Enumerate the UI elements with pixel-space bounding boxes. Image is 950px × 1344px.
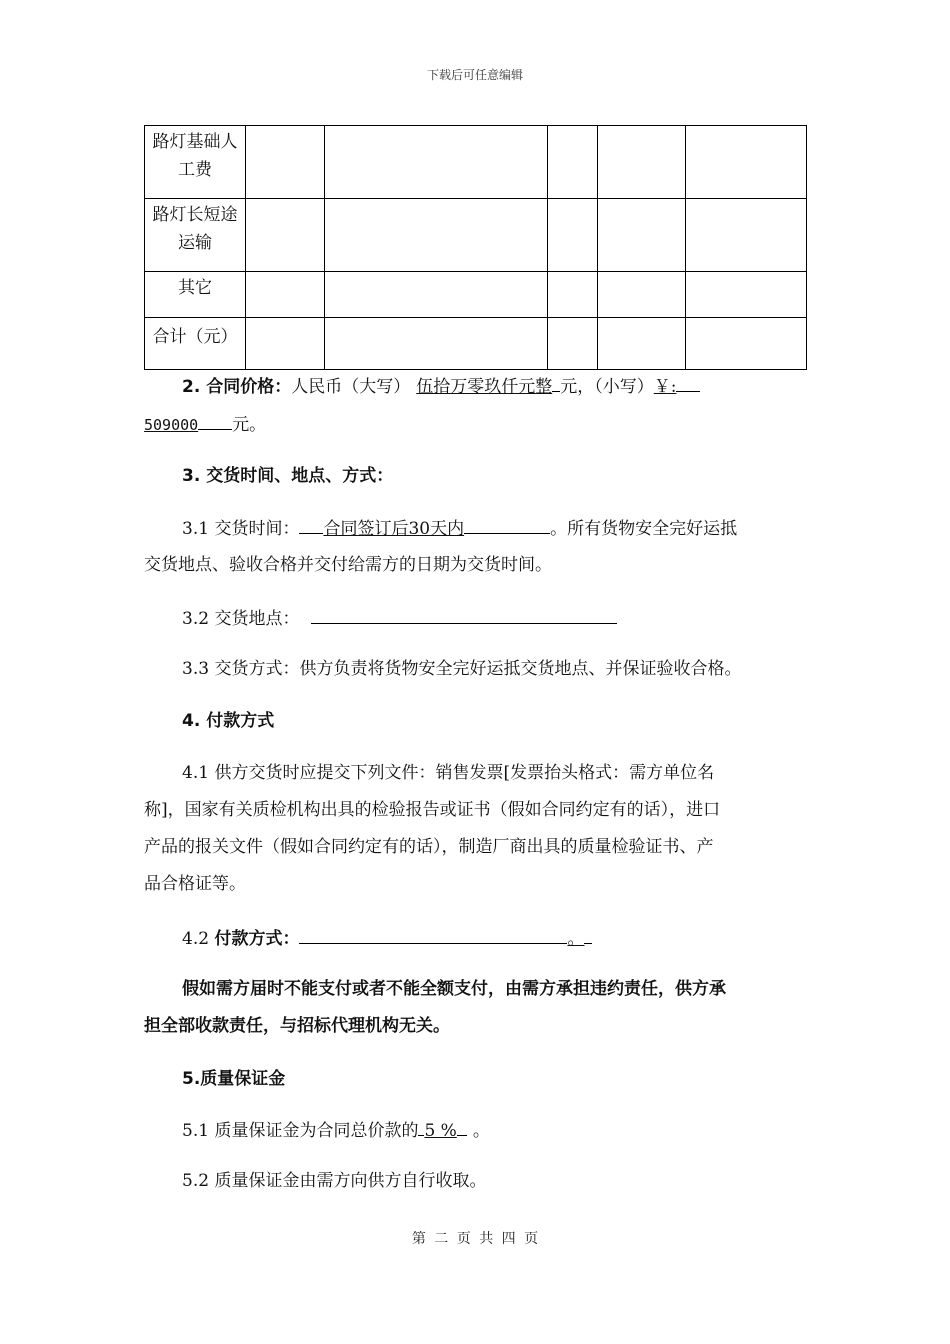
- payment-method-end: 。: [567, 929, 585, 949]
- price-prefix: 人民币（大写）: [291, 377, 411, 397]
- payment-docs-line: 品合格证等。: [144, 874, 246, 894]
- table-row: [145, 272, 807, 318]
- cost-table: [144, 125, 807, 370]
- payment-method-label: 付款方式：: [214, 929, 300, 949]
- page-header: 下载后可任意编辑: [426, 68, 523, 82]
- table-cell-name: 路灯基础人工费: [145, 126, 246, 199]
- payment-docs-line: 产品的报关文件（假如合同约定有的话），制造厂商出具的质量检验证书、产: [144, 837, 714, 857]
- table-cell: [686, 272, 807, 318]
- table-cell: [598, 126, 686, 199]
- delivery-time-note: 。所有货物安全完好运抵: [550, 519, 738, 539]
- table-cell: [548, 126, 598, 199]
- payment-method-num: 4.2: [182, 929, 215, 949]
- payment-method-blank: [299, 923, 567, 944]
- delivery-method: 3.3 交货方式：供方负责将货物安全完好运抵交货地点、并保证验收合格。: [182, 659, 742, 679]
- price-suffix: 元。: [232, 415, 267, 435]
- table-cell: [246, 272, 325, 318]
- table-cell: [548, 199, 598, 272]
- payment-heading: 4. 付款方式: [182, 711, 275, 731]
- payment-docs-line: 称]，国家有关质检机构出具的检验报告或证书（假如合同约定有的话），进口: [144, 800, 721, 820]
- table-row: [145, 126, 807, 199]
- delivery-heading: 3. 交货时间、地点、方式：: [182, 466, 394, 486]
- warranty-rate-prefix: 5.1 质量保证金为合同总价款的: [182, 1121, 419, 1141]
- table-cell: [598, 199, 686, 272]
- table-cell: [246, 199, 325, 272]
- table-cell: [686, 318, 807, 370]
- payment-warning-line: 假如需方届时不能支付或者不能全额支付，由需方承担违约责任，供方承: [182, 979, 726, 999]
- warranty-rate-value: 5 %: [424, 1121, 457, 1141]
- table-cell: [686, 199, 807, 272]
- delivery-time-value: 合同签订后30天内: [323, 519, 465, 539]
- price-lower-value: 509000: [144, 416, 199, 434]
- contract-price-line: [182, 371, 700, 401]
- delivery-place-line: [182, 603, 617, 633]
- table-cell: [325, 272, 548, 318]
- blank-line: [299, 513, 323, 534]
- table-cell-name: 其它: [145, 272, 246, 318]
- table-cell: [548, 318, 598, 370]
- warranty-rate-line: [182, 1115, 490, 1145]
- table-cell: [325, 126, 548, 199]
- warranty-heading: 5.质量保证金: [182, 1069, 286, 1089]
- blank-line: [676, 371, 700, 392]
- warranty-rate-suffix: 。: [472, 1121, 490, 1141]
- table-cell: [598, 318, 686, 370]
- delivery-time-note-2: 交货地点、验收合格并交付给需方的日期为交货时间。: [144, 555, 552, 575]
- blank-line: [457, 1115, 467, 1136]
- table-cell-name: 合计（元）: [145, 318, 246, 370]
- warranty-collect: 5.2 质量保证金由需方向供方自行收取。: [182, 1171, 487, 1191]
- delivery-time-line: [182, 513, 737, 543]
- table-row: [145, 199, 807, 272]
- payment-docs-line: 4.1 供方交货时应提交下列文件：销售发票[发票抬头格式：需方单位名: [182, 763, 715, 783]
- payment-warning-line: 担全部收款责任，与招标代理机构无关。: [144, 1016, 450, 1036]
- blank-line: [584, 923, 592, 944]
- table-cell: [686, 126, 807, 199]
- table-cell: [548, 272, 598, 318]
- blank-line: [464, 513, 550, 534]
- page-footer: 第 二 页 共 四 页: [411, 1231, 539, 1247]
- price-lower-symbol: ￥:: [653, 377, 677, 397]
- blank-line: [198, 409, 232, 430]
- table-row: [145, 318, 807, 370]
- price-mid: 元，（小写）: [560, 377, 654, 397]
- table-cell: [598, 272, 686, 318]
- contract-price-label: 2. 合同价格：: [182, 377, 292, 397]
- price-lower-line: [144, 409, 266, 439]
- table-cell: [246, 126, 325, 199]
- delivery-time-label: 3.1 交货时间：: [182, 519, 300, 539]
- table-cell: [325, 318, 548, 370]
- price-upper-value: 伍拾万零玖仟元整: [416, 377, 553, 397]
- table-cell: [325, 199, 548, 272]
- payment-method-line: [182, 923, 592, 953]
- table-cell-name: 路灯长短途运输: [145, 199, 246, 272]
- table-cell: [246, 318, 325, 370]
- delivery-place-blank: [311, 603, 617, 624]
- delivery-place-label: 3.2 交货地点：: [182, 609, 300, 629]
